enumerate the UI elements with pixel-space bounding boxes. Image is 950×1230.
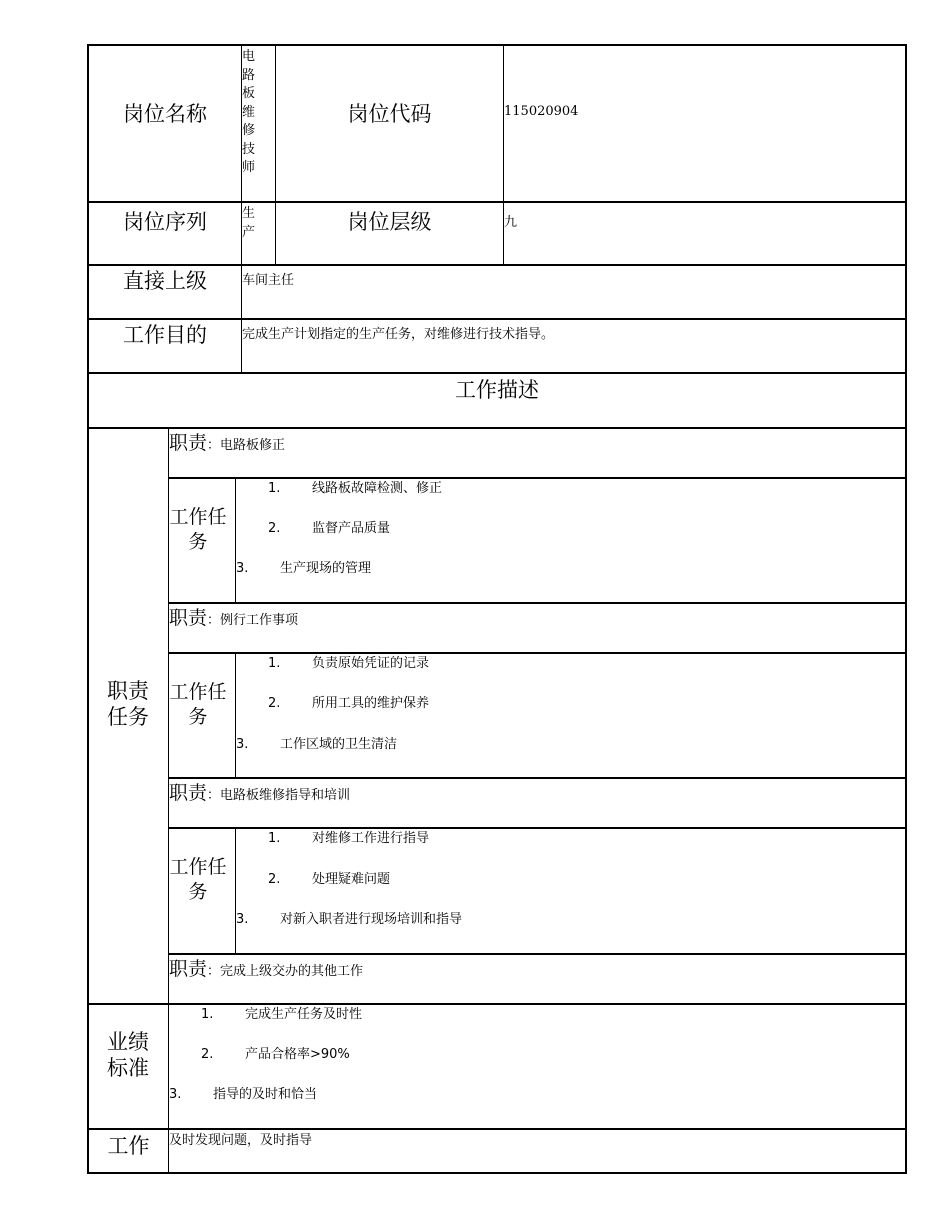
performance-item: 3. 指导的及时和恰当 (169, 1087, 318, 1102)
duty-title (169, 781, 350, 806)
task-item: 1. 负责原始凭证的记录 (268, 656, 430, 671)
task-item: 2. 所用工具的维护保养 (268, 696, 430, 711)
row-divider (168, 777, 907, 779)
duty-text: ：电路板修正 (207, 438, 286, 453)
post-series-value: 生产 (242, 206, 256, 240)
work-label: 工作 (107, 1134, 150, 1158)
purpose-value: 完成生产计划指定的生产任务，对维修进行技术指导。 (242, 327, 555, 342)
row-divider (88, 201, 907, 203)
table-border (88, 44, 907, 46)
post-level-label: 岗位层级 (347, 210, 432, 234)
task-item: 3. 对新入职者进行现场培训和指导 (236, 912, 463, 927)
row-divider (168, 953, 907, 955)
row-divider (168, 602, 907, 604)
post-code-label: 岗位代码 (347, 102, 432, 126)
performance-item: 1. 完成生产任务及时性 (201, 1007, 363, 1022)
table-border (905, 44, 907, 1174)
task-item: 3. 生产现场的管理 (236, 561, 372, 576)
row-divider (88, 264, 907, 266)
duty-text: ：完成上级交办的其他工作 (207, 964, 364, 979)
duty-title (169, 606, 298, 631)
duty-prefix: 职责 (169, 607, 208, 629)
post-series-label: 岗位序列 (123, 210, 207, 234)
duty-prefix: 职责 (169, 782, 208, 804)
work-value: 及时发现问题，及时指导 (169, 1133, 313, 1148)
post-name-value: 电路板维修技师 (242, 49, 256, 175)
superior-label: 直接上级 (123, 269, 207, 293)
task-item: 1. 线路板故障检测、修正 (268, 481, 443, 496)
duty-prefix: 职责 (169, 958, 208, 980)
post-code-value: 115020904 (504, 104, 579, 119)
task-item: 2. 监督产品质量 (268, 521, 391, 536)
row-divider (168, 827, 907, 829)
performance-item: 2. 产品合格率>90% (201, 1047, 350, 1062)
superior-value: 车间主任 (242, 273, 295, 288)
task-label: 工作任务 (169, 506, 227, 553)
row-divider (88, 372, 907, 374)
post-name-label: 岗位名称 (123, 102, 207, 126)
task-label: 工作任务 (169, 681, 227, 728)
row-divider (88, 1003, 907, 1005)
duties-label: 职责任务 (107, 679, 149, 729)
row-divider (88, 318, 907, 320)
purpose-label: 工作目的 (123, 323, 207, 347)
task-label: 工作任务 (169, 856, 227, 903)
description-title: 工作描述 (455, 378, 539, 402)
task-item: 1. 对维修工作进行指导 (268, 831, 430, 846)
table-border (88, 1172, 907, 1174)
duty-title (169, 957, 363, 982)
duty-prefix: 职责 (169, 432, 208, 454)
col-divider (235, 652, 236, 778)
col-divider (235, 827, 236, 954)
task-item: 3. 工作区域的卫生清洁 (236, 737, 398, 752)
col-divider (235, 477, 236, 603)
duty-title (169, 431, 285, 456)
row-divider (88, 1128, 907, 1130)
row-divider (88, 427, 907, 429)
task-item: 2. 处理疑难问题 (268, 872, 391, 887)
performance-label: 业绩标准 (107, 1030, 149, 1080)
duty-text: ：例行工作事项 (207, 613, 299, 628)
row-divider (168, 477, 907, 479)
duty-text: ：电路板维修指导和培训 (207, 788, 351, 803)
row-divider (168, 652, 907, 654)
post-level-value: 九 (504, 215, 518, 230)
